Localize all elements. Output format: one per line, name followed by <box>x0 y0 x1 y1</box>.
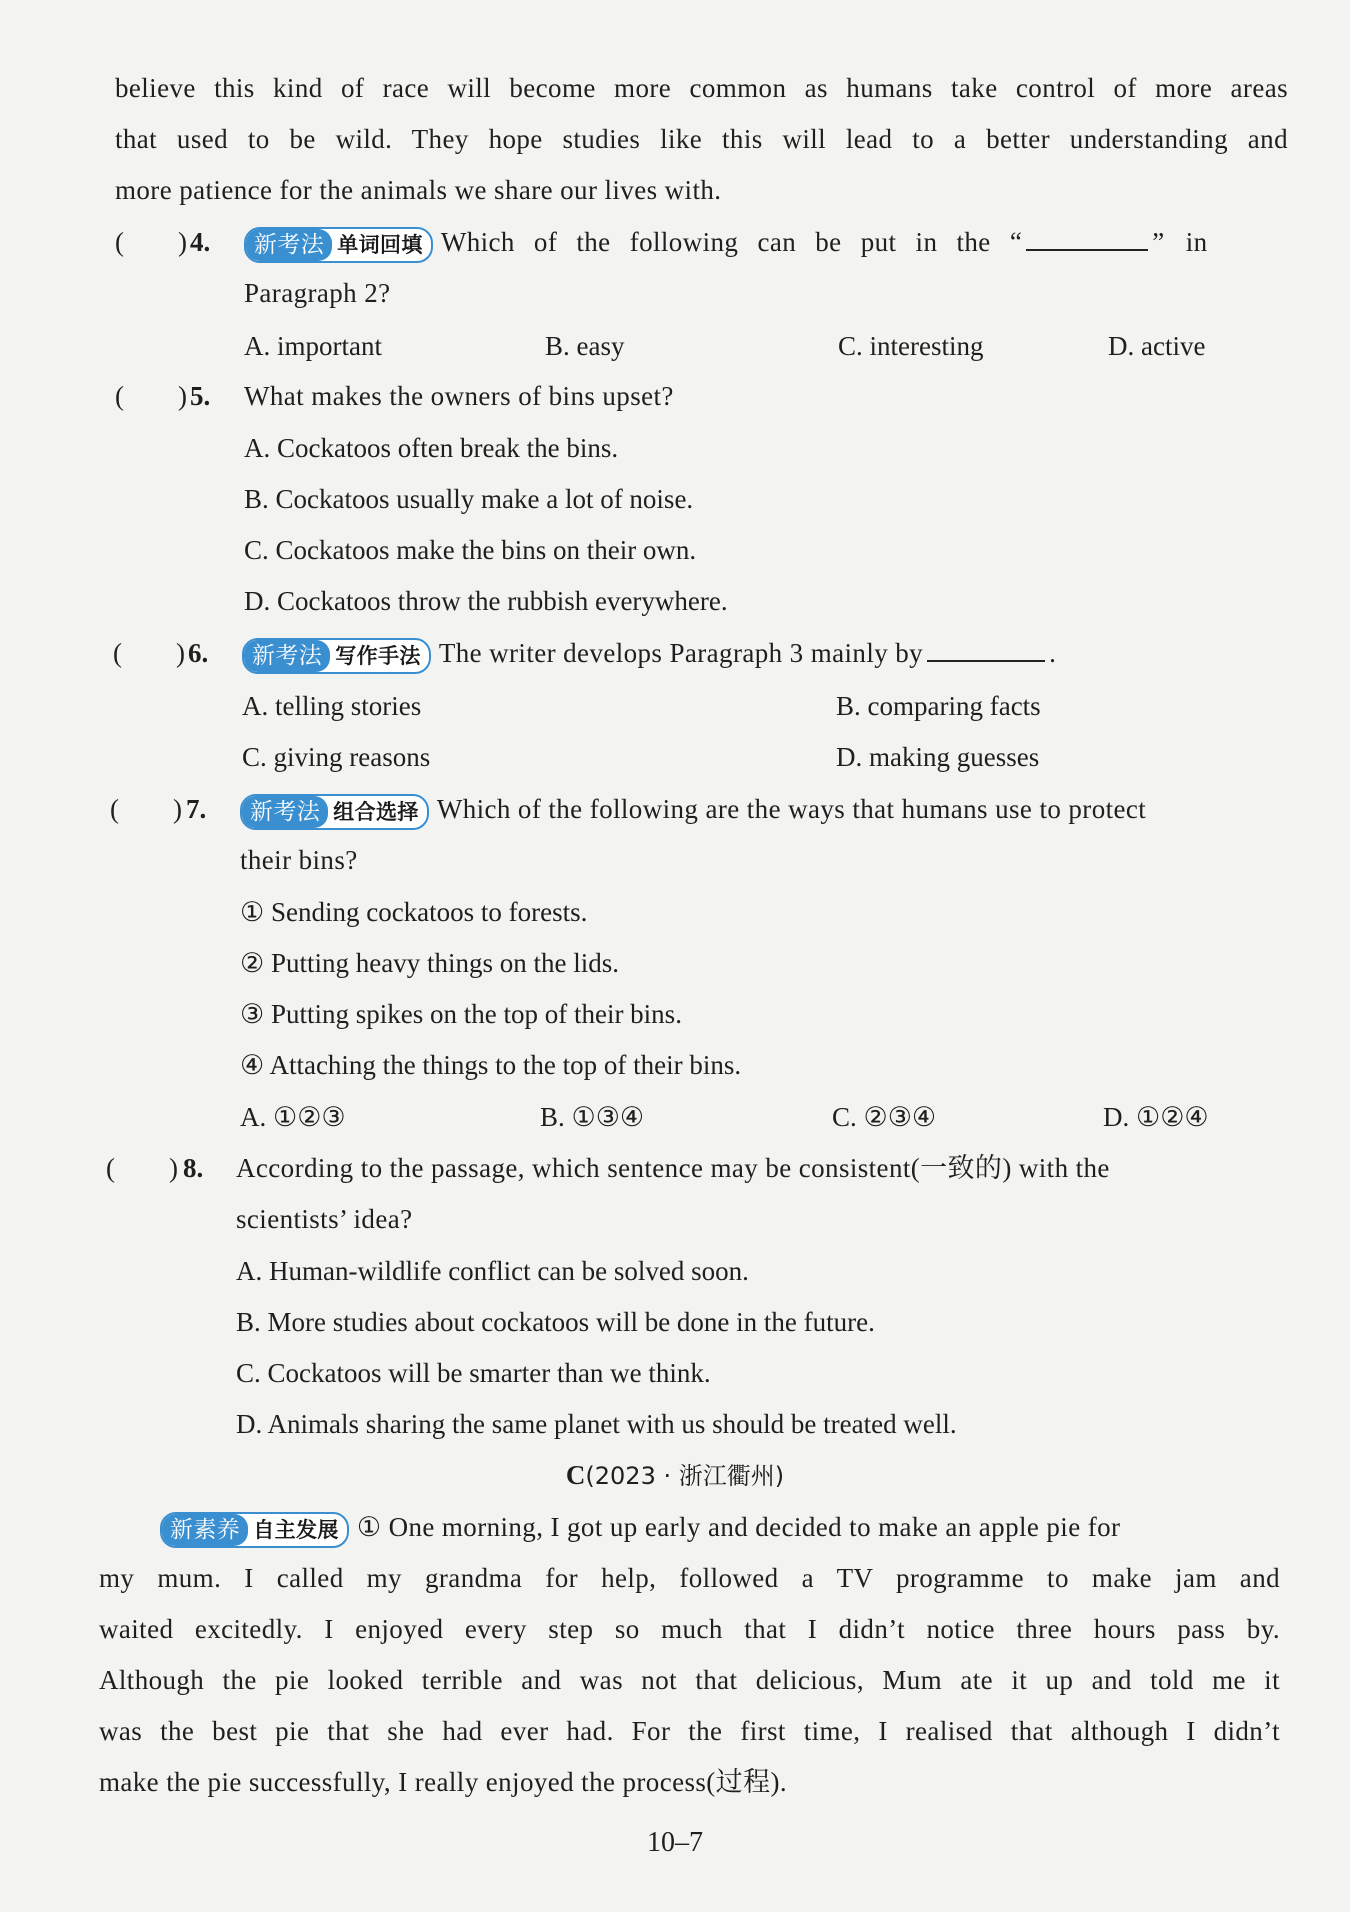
question-text: Which of the following are the ways that humans use to protect <box>436 794 1147 824</box>
option-b[interactable]: B. More studies about cockatoos will be done in the future. <box>236 1307 875 1337</box>
new-exam-tag <box>240 794 429 830</box>
passage-line: was the best pie that she had ever had. For the first time, I realised that although I didn’t <box>99 1716 1280 1746</box>
option-b[interactable]: B. comparing facts <box>836 691 1041 721</box>
question-4-line-2: Paragraph 2? <box>244 278 391 308</box>
question-7-stem <box>240 791 1146 830</box>
intro-line-1: believe this kind of race will become more common as humans take control of more areas <box>115 73 1288 103</box>
tag-main: 新素养 <box>162 1514 248 1546</box>
tag-main: 新考法 <box>242 796 328 828</box>
option-d[interactable]: D. active <box>1108 331 1206 361</box>
new-exam-tag <box>242 638 431 674</box>
question-7-line-2: their bins? <box>240 845 358 875</box>
answer-paren[interactable]: ( ) <box>115 381 187 411</box>
tag-main: 新考法 <box>246 229 332 261</box>
option-d[interactable]: D. making guesses <box>836 742 1040 772</box>
passage-first-line <box>160 1509 1280 1548</box>
passage-line: Although the pie looked terrible and was not that delicious, Mum ate it up and told me it <box>99 1665 1280 1695</box>
option-c[interactable]: C. ②③④ <box>832 1102 937 1132</box>
option-b[interactable]: B. Cockatoos usually make a lot of noise. <box>244 484 694 514</box>
new-exam-tag <box>244 227 433 263</box>
question-6-stem <box>242 635 1056 674</box>
option-b[interactable]: B. easy <box>545 331 625 361</box>
statement-3: ③ Putting spikes on the top of their bins. <box>240 999 682 1029</box>
option-c[interactable]: C. Cockatoos will be smarter than we think. <box>236 1358 711 1388</box>
answer-blank[interactable] <box>1026 225 1148 251</box>
question-text: The writer develops Paragraph 3 mainly by <box>438 638 924 668</box>
statement-2: ② Putting heavy things on the lids. <box>240 948 619 978</box>
question-8-stem: According to the passage, which sentence may be consistent(一致的) with the <box>236 1153 1110 1183</box>
passage-line: my mum. I called my grandma for help, followed a TV programme to make jam and <box>99 1563 1280 1593</box>
question-8-line-2: scientists’ idea? <box>236 1204 413 1234</box>
section-letter: C <box>565 1460 586 1490</box>
answer-blank[interactable] <box>927 636 1045 662</box>
option-b[interactable]: B. ①③④ <box>540 1102 645 1132</box>
page-number: 10–7 <box>647 1827 703 1858</box>
option-a[interactable]: A. Human-wildlife conflict can be solved soon. <box>236 1256 749 1286</box>
section-source: (2023 · 浙江衢州) <box>585 1462 785 1490</box>
question-number: 6. <box>188 638 209 668</box>
question-number: 8. <box>183 1153 204 1183</box>
option-d[interactable]: D. Animals sharing the same planet with us should be treated well. <box>236 1409 957 1439</box>
option-c[interactable]: C. Cockatoos make the bins on their own. <box>244 535 697 565</box>
intro-line-3: more patience for the animals we share our lives with. <box>115 175 722 205</box>
option-c[interactable]: C. interesting <box>838 331 984 361</box>
tag-sub: 单词回填 <box>337 232 423 257</box>
passage-text: ① One morning, I got up early and decided to make an apple pie for <box>356 1512 1121 1542</box>
statement-1: ① Sending cockatoos to forests. <box>240 897 588 927</box>
option-d[interactable]: D. ①②④ <box>1103 1102 1209 1132</box>
option-a[interactable]: A. important <box>244 331 382 361</box>
option-c[interactable]: C. giving reasons <box>242 742 431 772</box>
tag-sub: 自主发展 <box>253 1517 339 1542</box>
statement-4: ④ Attaching the things to the top of their bins. <box>240 1050 742 1080</box>
option-a[interactable]: A. ①②③ <box>240 1102 346 1132</box>
option-a[interactable]: A. Cockatoos often break the bins. <box>244 433 619 463</box>
question-number: 7. <box>186 794 207 824</box>
option-d[interactable]: D. Cockatoos throw the rubbish everywhere. <box>244 586 728 616</box>
question-text: Which of the following can be put in the “ <box>440 227 1023 257</box>
option-a[interactable]: A. telling stories <box>242 691 422 721</box>
new-literacy-tag <box>160 1512 349 1548</box>
passage-line: waited excitedly. I enjoyed every step so much that I didn’t notice three hours pass by. <box>99 1614 1280 1644</box>
question-end: . <box>1049 638 1057 668</box>
question-4-stem <box>244 224 1288 263</box>
tag-sub: 组合选择 <box>333 799 419 824</box>
answer-paren[interactable]: ( ) <box>106 1153 178 1183</box>
question-text-end: ” in <box>1152 227 1208 257</box>
passage-line: make the pie successfully, I really enjoyed the process(过程). <box>99 1767 788 1797</box>
answer-paren[interactable]: ( ) <box>115 227 187 257</box>
answer-paren[interactable]: ( ) <box>113 638 185 668</box>
question-number: 4. <box>190 227 211 257</box>
tag-sub: 写作手法 <box>335 643 421 668</box>
intro-line-2: that used to be wild. They hope studies like this will lead to a better understanding and <box>115 124 1288 154</box>
answer-paren[interactable]: ( ) <box>110 794 182 824</box>
tag-main: 新考法 <box>244 640 330 672</box>
section-heading <box>0 1457 1350 1494</box>
question-number: 5. <box>190 381 211 411</box>
question-5-stem: What makes the owners of bins upset? <box>244 381 674 411</box>
